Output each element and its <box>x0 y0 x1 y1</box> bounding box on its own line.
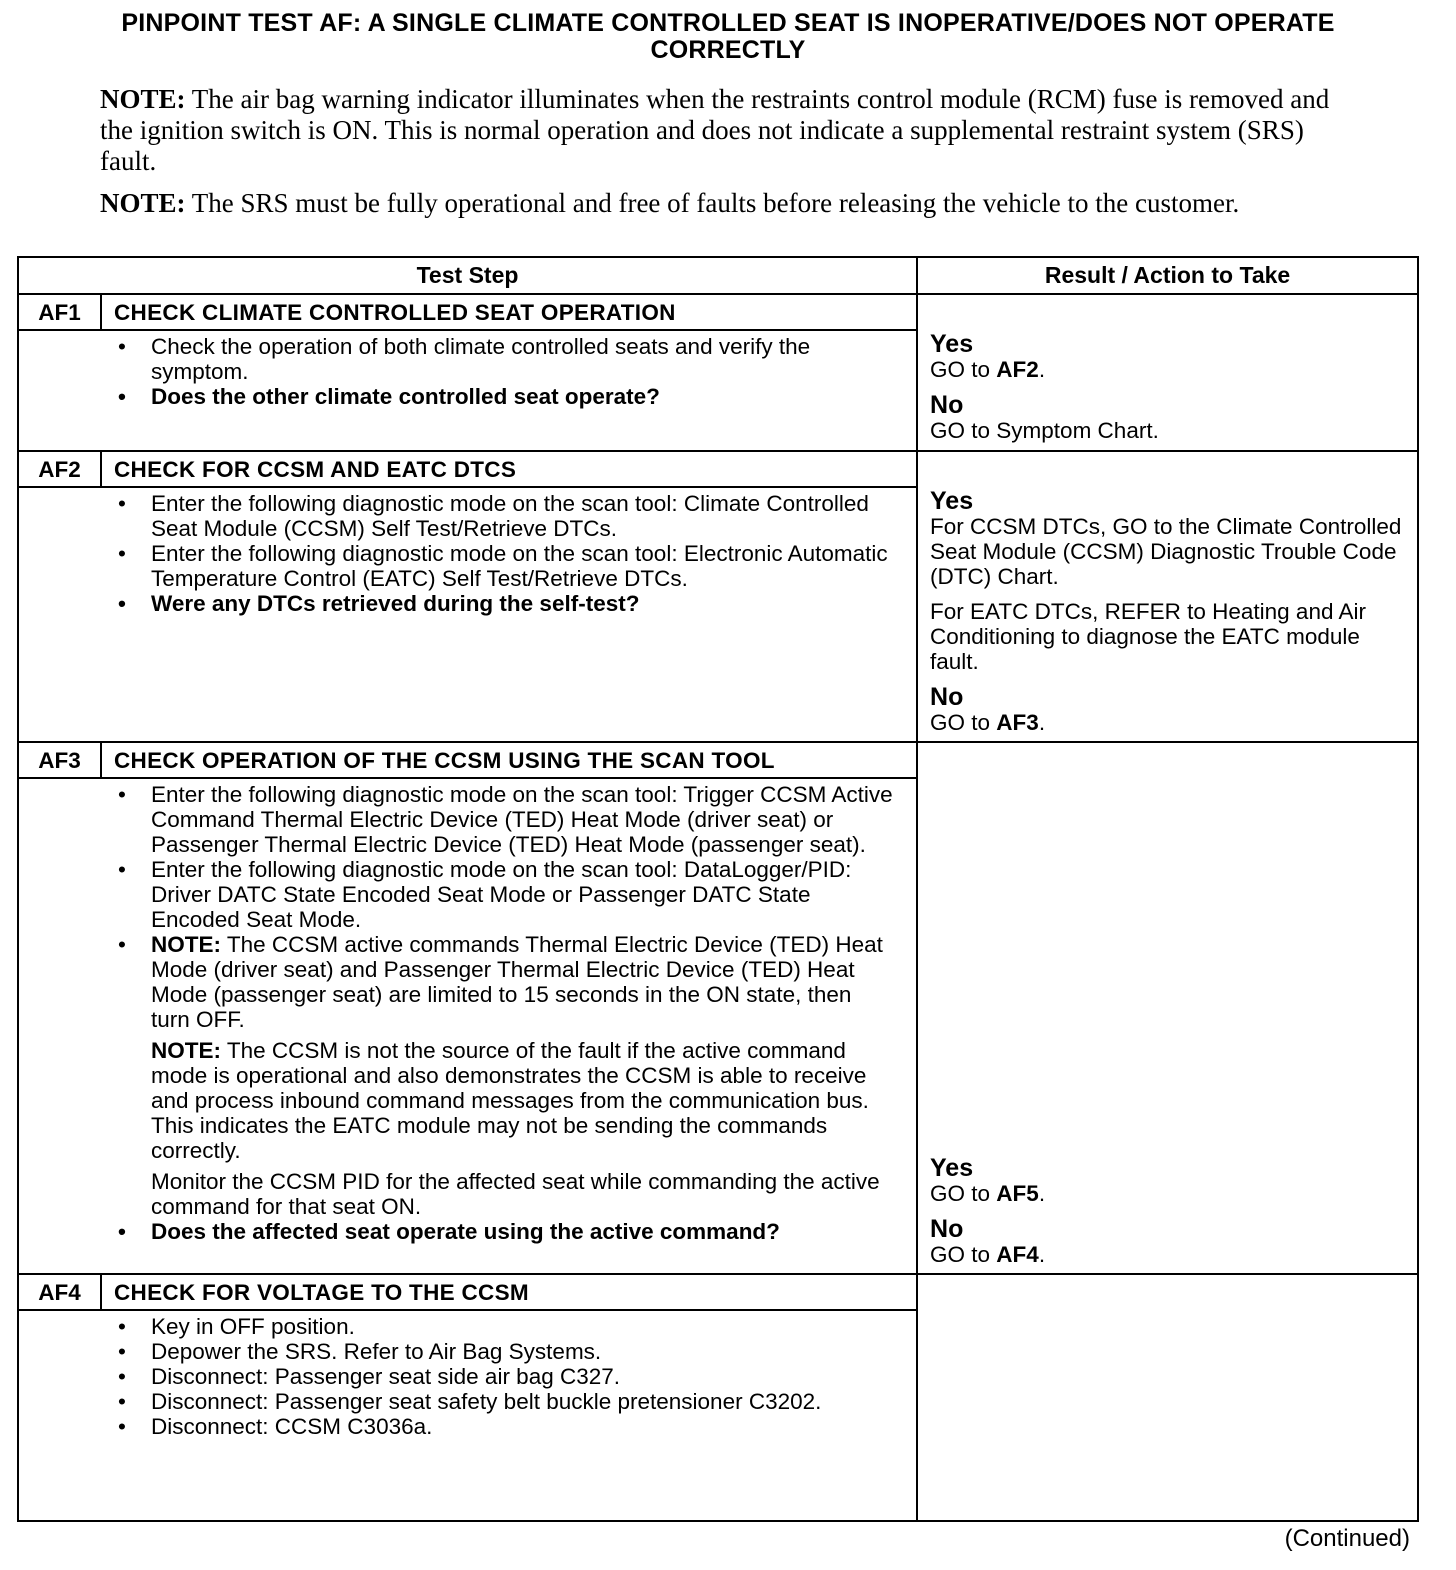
step-af2-result <box>917 451 1418 742</box>
list-item: • Were any DTCs retrieved during the self-test? <box>151 591 896 616</box>
monitor-paragraph: Monitor the CCSM PID for the affected seat while commanding the active command for that seat ON. <box>151 1169 880 1219</box>
list-item: • Does the other climate controlled seat operate? <box>151 384 896 409</box>
header-test-step: Test Step <box>18 257 917 294</box>
note-text: The CCSM active commands Thermal Electric Device (TED) Heat Mode (driver seat) and Passenger Thermal Electric Device (TED) Heat Mode (passenger seat) are limited to 15 seconds in the ON state, then turn OFF. <box>151 932 883 1032</box>
result-yes-label: Yes <box>930 330 974 358</box>
page-title-line-2: CORRECTLY <box>650 36 806 64</box>
note-text: The SRS must be fully operational and free of faults before releasing the vehicle to the customer. <box>185 188 1240 218</box>
step-af1-title-row <box>18 294 1418 330</box>
goto-af2-link[interactable]: AF2 <box>996 357 1039 382</box>
list-item: • Enter the following diagnostic mode on the scan tool: Climate Controlled Seat Module (CCSM) Self Test/Retrieve DTCs. <box>151 491 896 541</box>
step-af3-title-row <box>18 742 1418 778</box>
step-af1-result <box>917 294 1418 451</box>
result-no-action: GO to AF3. <box>930 710 1046 735</box>
step-af4-body <box>18 1310 917 1521</box>
goto-af4-link[interactable]: AF4 <box>996 1242 1039 1267</box>
note-label: NOTE: <box>151 932 221 957</box>
step-af3-result <box>917 742 1418 1274</box>
note-paragraph <box>151 1038 896 1163</box>
list-item: • Check the operation of both climate controlled seats and verify the symptom. <box>151 334 896 384</box>
step-title: CHECK FOR CCSM AND EATC DTCS <box>101 451 917 487</box>
list-item: • Enter the following diagnostic mode on the scan tool: Electronic Automatic Temperature Control (EATC) Self Test/Retrieve DTCs. <box>151 541 896 591</box>
page-title-line-1: PINPOINT TEST AF: A SINGLE CLIMATE CONTROLLED SEAT IS INOPERATIVE/DOES NOT OPERATE <box>121 9 1335 37</box>
list-item: • Disconnect: Passenger seat side air bag C327. <box>151 1364 896 1389</box>
step-title: CHECK FOR VOLTAGE TO THE CCSM <box>101 1274 917 1310</box>
result-no-action: GO to Symptom Chart. <box>930 418 1159 443</box>
list-item <box>151 932 896 1032</box>
note-srs-operational <box>100 188 1330 219</box>
step-id: AF4 <box>18 1274 101 1310</box>
note-airbag-indicator <box>100 84 1330 177</box>
note-text: The air bag warning indicator illuminates when the restraints control module (RCM) fuse is removed and the ignition switch is ON. This is normal operation and does not indicate a supplemental restraint system (SRS) fault. <box>100 84 1330 176</box>
result-no-label: No <box>930 1215 964 1243</box>
list-item: • Disconnect: CCSM C3036a. <box>151 1414 896 1439</box>
list-item: • Enter the following diagnostic mode on the scan tool: DataLogger/PID: Driver DATC State Encoded Seat Mode or Passenger DATC State Encoded Seat Mode. <box>151 857 896 932</box>
result-no-label: No <box>930 683 964 711</box>
step-title: CHECK OPERATION OF THE CCSM USING THE SCAN TOOL <box>101 742 917 778</box>
result-yes-action: GO to AF2. <box>930 357 1046 382</box>
result-no-action: GO to AF4. <box>930 1242 1046 1267</box>
note-text: The CCSM is not the source of the fault if the active command mode is operational and also demonstrates the CCSM is able to receive and process inbound command messages from the communication bus. This indicates the EATC module may not be sending the commands correctly. <box>151 1038 869 1163</box>
result-yes-action: For CCSM DTCs, GO to the Climate Controlled Seat Module (CCSM) Diagnostic Trouble Code (DTC) Chart. <box>930 514 1402 589</box>
note-label: NOTE: <box>100 188 186 218</box>
list-item: • Depower the SRS. Refer to Air Bag Systems. <box>151 1339 896 1364</box>
step-af2-body <box>18 487 917 742</box>
list-item: • Does the affected seat operate using the active command? <box>151 1219 896 1244</box>
list-item: • Enter the following diagnostic mode on the scan tool: Trigger CCSM Active Command Thermal Electric Device (TED) Heat Mode (driver seat) or Passenger Thermal Electric Device (TED) Heat Mode (passenger seat). <box>151 782 896 857</box>
list-item: • Disconnect: Passenger seat safety belt buckle pretensioner C3202. <box>151 1389 896 1414</box>
page-title <box>20 10 1436 64</box>
list-item: • Key in OFF position. <box>151 1314 896 1339</box>
goto-af3-link[interactable]: AF3 <box>996 710 1039 735</box>
table-header-row <box>18 257 1418 294</box>
step-af4-result <box>917 1274 1418 1521</box>
step-title: CHECK CLIMATE CONTROLLED SEAT OPERATION <box>101 294 917 330</box>
step-af2-title-row <box>18 451 1418 487</box>
header-result-action: Result / Action to Take <box>917 257 1418 294</box>
step-id: AF3 <box>18 742 101 778</box>
step-id: AF1 <box>18 294 101 330</box>
result-yes-label: Yes <box>930 1154 974 1182</box>
pinpoint-test-table <box>17 256 1419 1522</box>
step-af3-body <box>18 778 917 1274</box>
result-yes-action: GO to AF5. <box>930 1181 1046 1206</box>
note-label: NOTE: <box>100 84 186 114</box>
step-af4-title-row <box>18 1274 1418 1310</box>
continued-label: (Continued) <box>1284 1525 1410 1552</box>
result-yes-action: For EATC DTCs, REFER to Heating and Air Conditioning to diagnose the EATC module fault. <box>930 599 1366 674</box>
goto-af5-link[interactable]: AF5 <box>996 1181 1039 1206</box>
result-yes-label: Yes <box>930 487 974 515</box>
step-af1-body <box>18 330 917 451</box>
step-id: AF2 <box>18 451 101 487</box>
note-label: NOTE: <box>151 1038 221 1063</box>
result-no-label: No <box>930 391 964 419</box>
